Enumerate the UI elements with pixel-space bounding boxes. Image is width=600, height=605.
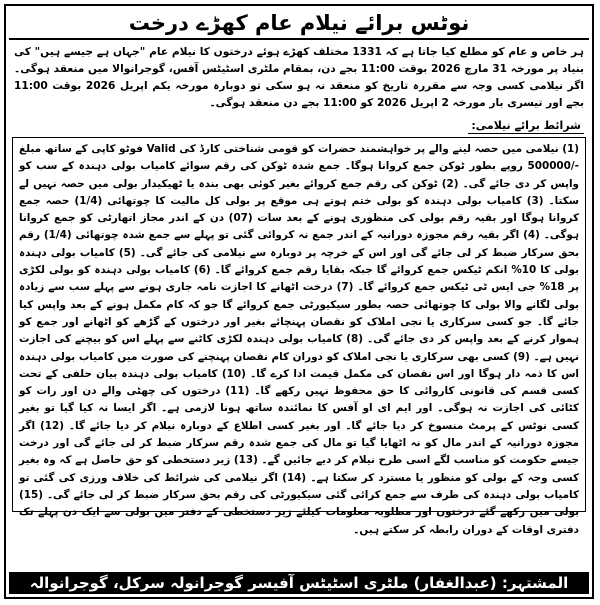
terms-heading: شرائط برائے نیلامی:	[468, 119, 584, 134]
terms-box	[12, 137, 586, 536]
terms-text: (1) نیلامی میں حصہ لینے والے پر خواہشمند حضرات کو قومی شناختی کارڈ کی Valid فوٹو کاپی کے ساتھ مبلغ -/500000 روپے بطور ٹوکن جمع کروانا ہوگا۔ جمع شدہ ٹوکن کی رقم سوائے کامیاب بولی دہندہ کے سب کو واپس کر دی جائے گی۔ (2) ٹوکن کی رقم جمع کروائے بغیر کوئی بھی بندہ یا ٹھیکیدار بولی میں حصہ نہیں لے سکتا۔ (3) کامیاب بولی دہندہ کو بولی ختم ہوتے ہی موقع پر بولی کل مالیت کا چوتھائی (1/4) حصہ جمع کروانا ہوگا اور بقیہ رقم بولی کی منظوری ہونے کے بعد سات (07) دن کے اندر مجاز اتھارٹی کو جمع کروانا ہوگی۔ (4) اگر بقیہ رقم مجوزہ دورانیہ کے اندر جمع نہ کروائی گئی تو پہلے سے جمع شدہ چوتھائی (1/4) رقم بحق سرکار ضبط کر لی جائے گی اور اس کے خرچہ پر دوبارہ سے نیلامی کی جائے گی۔ (5) کامیاب بولی دہندہ بولی کا 10% انکم ٹیکس جمع کروائے گا جبکہ بقایا رقم جمع کروائے گا۔ (6) کامیاب بولی دہندہ کو بولی لکڑی پر 18% جی ایس ٹی ٹیکس جمع کروائے گا۔ (7) درخت اٹھانے کا اجازت نامہ جاری ہونے سے پہلے سب سے زیادہ بولی لگانے والا بولی کا چوتھائی حصہ بطور سیکیورٹی جمع کروائے گا جو کہ کام مکمل ہونے کے بعد واپس کیا جائے گا۔ جو کسی سرکاری یا نجی املاک کو نقصان پہنچائے بغیر اور درختوں کے گڑھے کو اٹھانے اور جمع کو ہموار کرنے کے بعد واپس کر دی جائے گی۔ (8) کامیاب بولی دہندہ لکڑی کاٹنے سے پہلے اس کو بیچنے کی اجازت نہیں ہے۔ (9) کسی بھی سرکاری یا نجی املاک کو دوران کام نقصان پہنچنے کی صورت میں کامیاب بولی دہندہ اس کا ذمہ دار ہوگا اور اس نقصان کی مکمل قیمت ادا کرے گا۔ (10) کامیاب بولی دہندہ بیان حلفی کے تحت کسی قسم کی قانونی کاروائی کا حق محفوظ نہیں رکھے گا۔ (11) درختوں کی چھٹی والے دن اور رات کو کٹائی کی اجازت نہ ہوگی۔ اور ایم ای او آفس کا نمائندہ ساتھ ہونا لازمی ہے۔ اگر ایسا نہ کیا گیا تو بغیر کسی نوٹس کے پرمٹ منسوخ کر دیا جائے گا۔ اور بغیر کسی اطلاع کے دوبارہ نیلام کر دیا جائے گا۔ (12) اگر مجوزہ دورانیہ کے اندر مال کو نہ اٹھایا گیا تو مال کی جمع شدہ رقم سرکار ضبط کر لی جائے گی اور درخت جیسے حکومت کو مناسب لگے اسی طرح نیلام کر دیے جائیں گے۔ (13) زیر دستخطی کو حق حاصل ہے کہ وہ بغیر کسی وجہ کے بولی کو منظور یا مسترد کر سکتا ہے۔ (14) اگر نیلامی کی شرائط کی خلاف ورزی کی گئی تو کامیاب بولی دہندہ کی طرف سے جمع کرائی گئی سیکیورٹی کی رقم بحق سرکار ضبط کر لی جائے گی۔ (15) بولی میں رکھے گئے درختوں اور مطلوبہ معلومات کیلئے زیر دستخطی کے دفتر میں بولی سے ایک دن پہلے تک دفتری اوقات کے دوران رابطہ کر سکتے ہیں۔	[19, 143, 579, 536]
notice-frame	[4, 4, 594, 599]
terms-heading-wrap	[6, 112, 592, 134]
advertiser-text: المشتہر: (عبدالغفار) ملٹری اسٹیٹس آفیسر گوجرانولہ سرکل، گوجرانوالہ	[29, 574, 569, 592]
advertiser-footer	[9, 572, 589, 594]
intro-paragraph: ہر خاص و عام کو مطلع کیا جاتا ہے کہ 1331 مختلف کھڑے ہوئے درختوں کا نیلام عام "جہاں ہے جیسے ہیں" کی بنیاد پر مورخہ 31 مارچ 2026 بوقت 11:00 بجے دن، بمقام ملٹری اسٹیٹس آفس، گوجرانوالا میں منعقد ہوگی۔ اگر نیلامی کسی وجہ سے مقررہ تاریخ کو منعقد نہ ہو سکی تو دوبارہ مورخہ یکم اپریل 2026 بوقت 11:00 بجے اور تیسری بار مورخہ 2 اپریل 2026 کو 11:00 بجے دن منعقد ہوگی۔	[14, 46, 585, 109]
title-bar	[9, 8, 589, 40]
notice-title: نوٹس برائے نیلام عام کھڑے درخت	[128, 11, 470, 35]
